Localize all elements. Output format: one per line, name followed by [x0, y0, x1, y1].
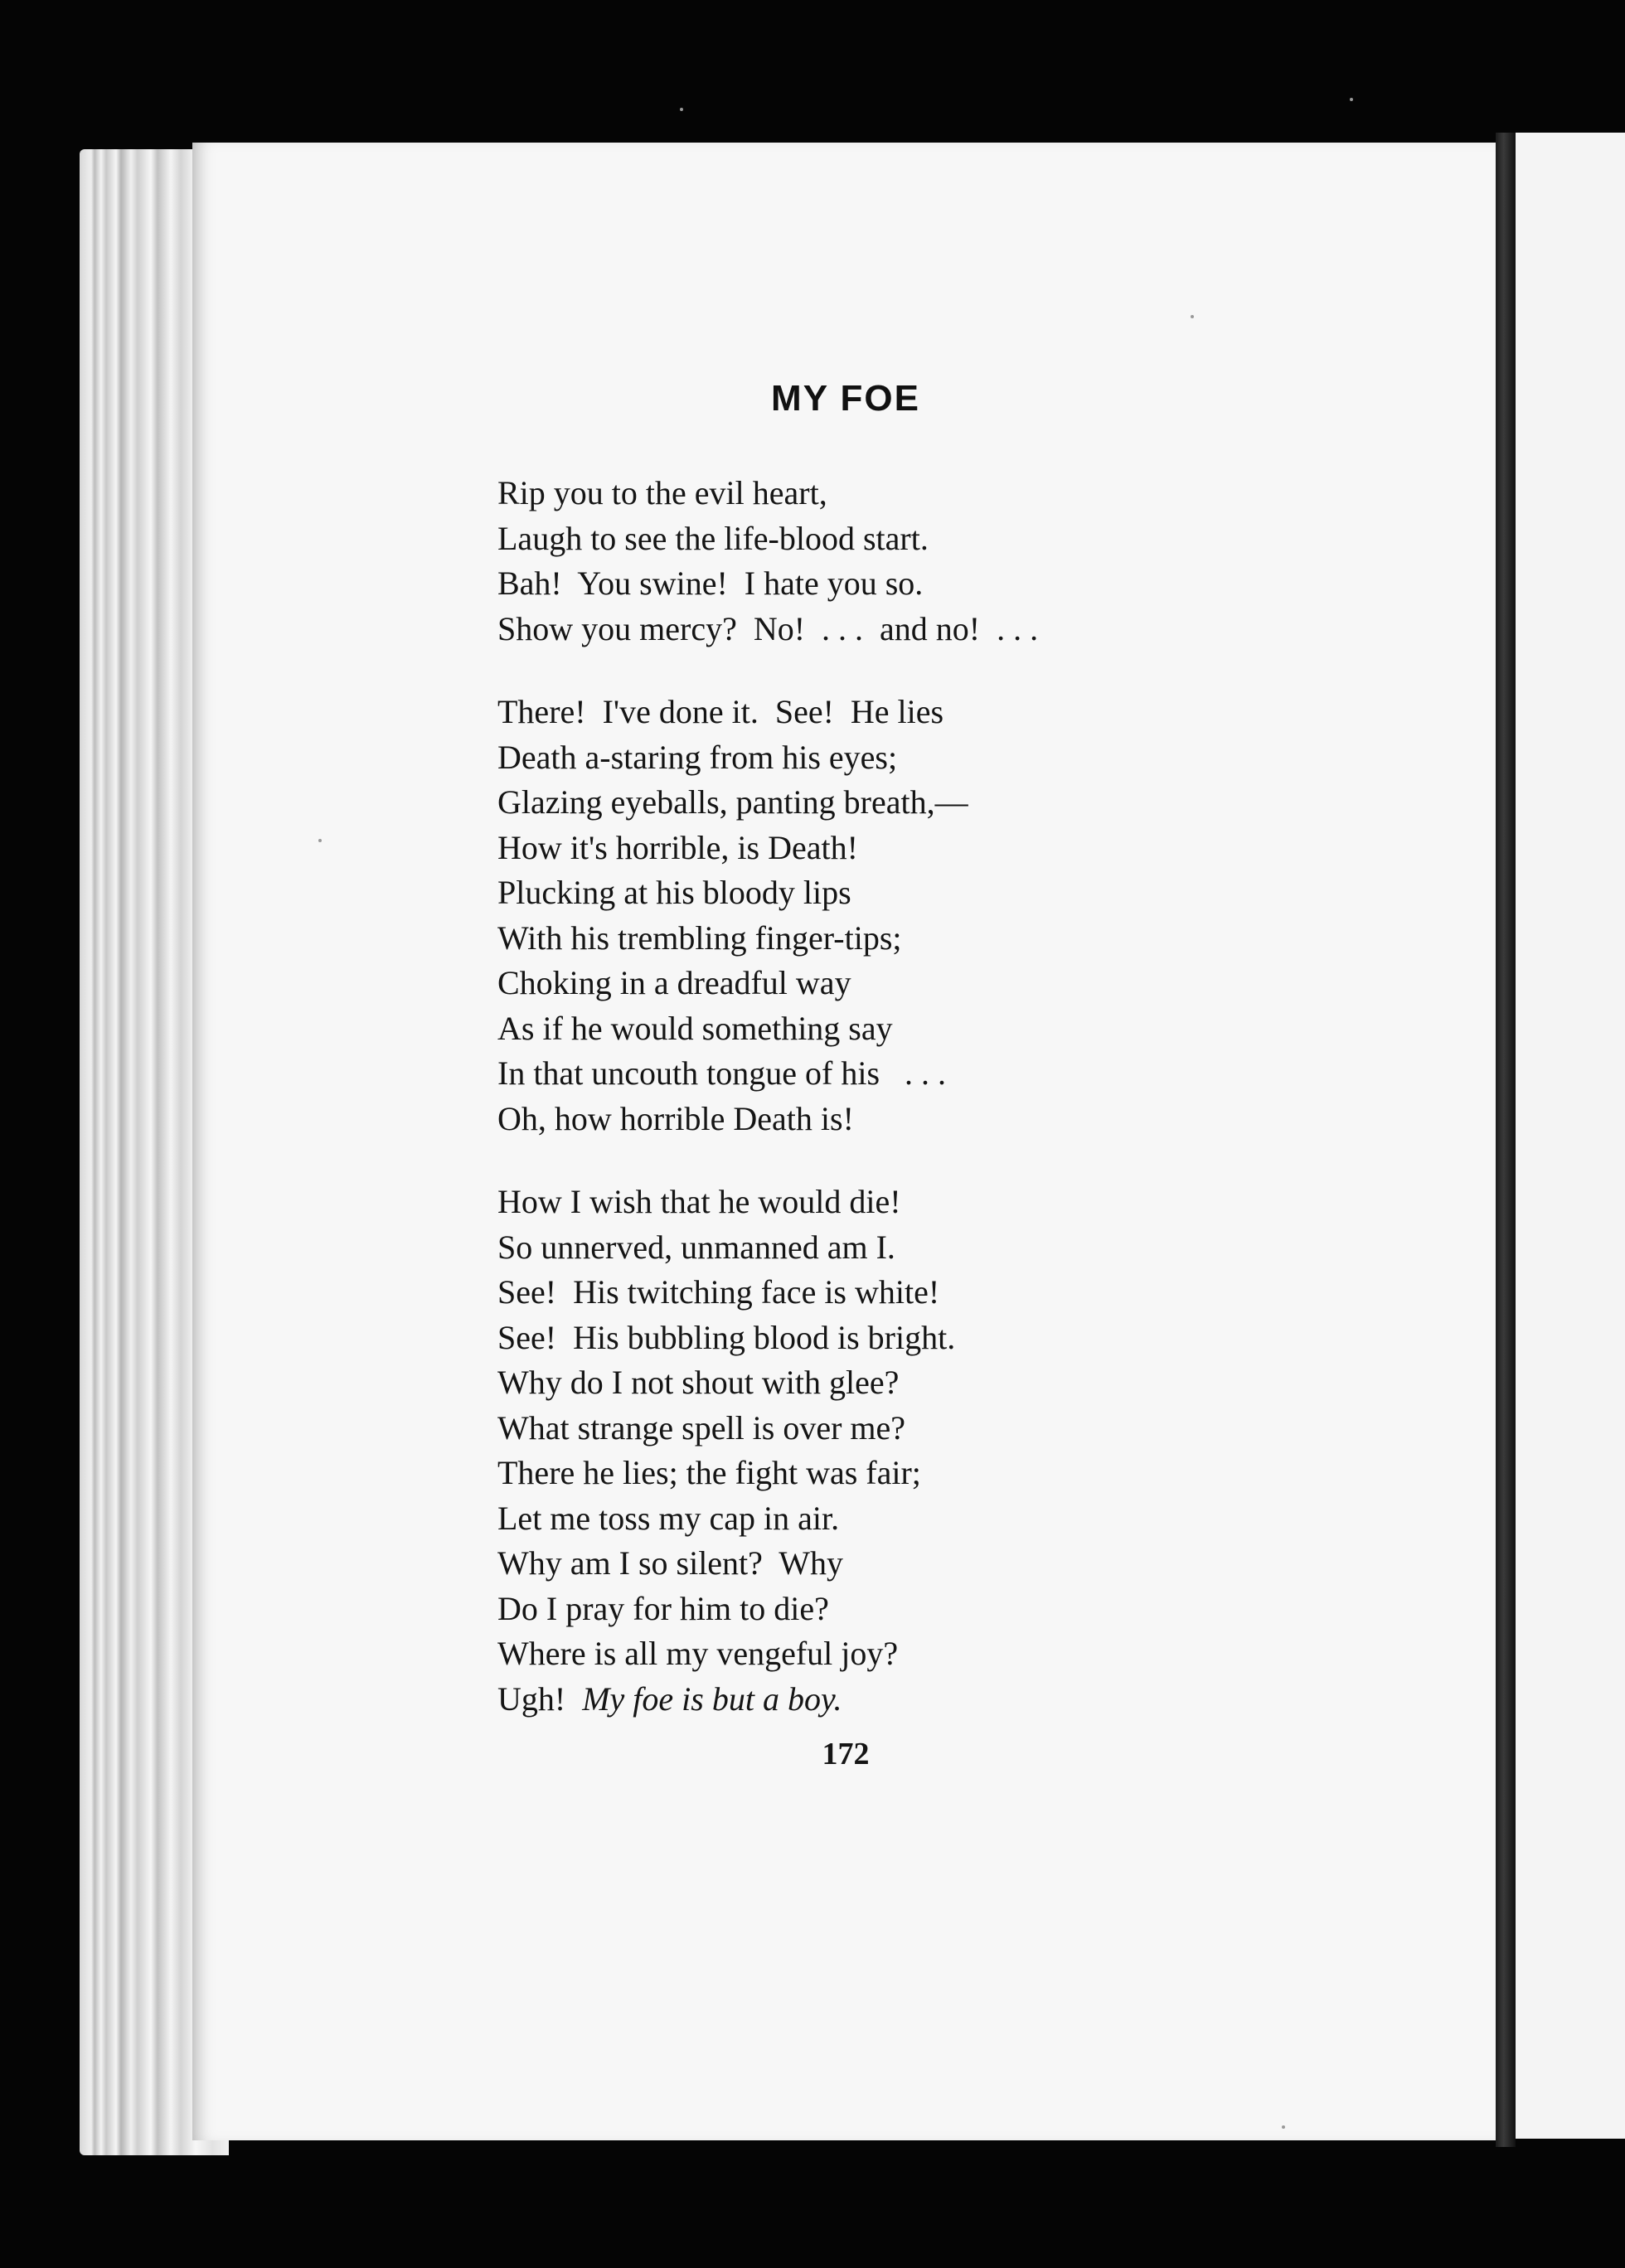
- dust-speck: [1191, 315, 1194, 318]
- facing-page-edge: [1516, 133, 1625, 2139]
- poem-line: Plucking at his bloody lips: [497, 874, 851, 911]
- poem-line: Do I pray for him to die?: [497, 1589, 829, 1627]
- poem-line: Choking in a dreadful way: [497, 964, 851, 1001]
- poem-final-line: [497, 1677, 1327, 1723]
- final-line-lead: Ugh!: [497, 1679, 583, 1718]
- poem-line: How it's horrible, is Death!: [497, 828, 858, 866]
- page-number: 172: [822, 1737, 870, 1771]
- dust-speck: [1350, 98, 1353, 101]
- stanza-1: [497, 471, 1327, 652]
- poem-line: With his trembling finger-tips;: [497, 918, 902, 957]
- poem-line: What strange spell is over me?: [497, 1408, 906, 1447]
- poem-line: Where is all my vengeful joy?: [497, 1635, 899, 1672]
- poem-line: See! His twitching face is white!: [497, 1273, 940, 1311]
- poem-line: Oh, how horrible Death is!: [497, 1099, 854, 1137]
- poem-line: Bah! You swine! I hate you so.: [497, 565, 924, 602]
- poem-line: Rip you to the evil heart,: [497, 474, 827, 511]
- stanza-2: [497, 690, 1327, 1141]
- poem-line: There! I've done it. See! He lies: [497, 693, 944, 730]
- poem-line: Let me toss my cap in air.: [497, 1499, 840, 1537]
- dust-speck: [680, 108, 683, 111]
- dust-speck: [318, 839, 322, 842]
- poem-line: Why am I so silent? Why: [497, 1544, 843, 1582]
- poem-line: There he lies; the fight was fair;: [497, 1454, 921, 1491]
- final-line-italic: My foe is but a boy.: [582, 1679, 842, 1718]
- poem-line: See! His bubbling blood is bright.: [497, 1318, 956, 1356]
- stanza-3: [497, 1180, 1327, 1722]
- dust-speck: [1282, 2125, 1285, 2129]
- poem-line: Laugh to see the life-blood start.: [497, 519, 929, 557]
- poem-line: In that uncouth tongue of his . . .: [497, 1054, 947, 1092]
- page-gutter: [1496, 133, 1516, 2147]
- poem-line: Death a-staring from his eyes;: [497, 738, 898, 776]
- poem-line: As if he would something say: [497, 1009, 893, 1047]
- poem-line: Show you mercy? No! . . . and no! . . .: [497, 609, 1039, 647]
- poem-body: [497, 471, 1327, 1722]
- poem-line: How I wish that he would die!: [497, 1183, 901, 1220]
- poem-line: Why do I not shout with glee?: [497, 1364, 900, 1401]
- poem-line: Glazing eyeballs, panting breath,—: [497, 783, 968, 821]
- poem-title: MY FOE: [771, 378, 920, 419]
- poem-line: So unnerved, unmanned am I.: [497, 1228, 895, 1266]
